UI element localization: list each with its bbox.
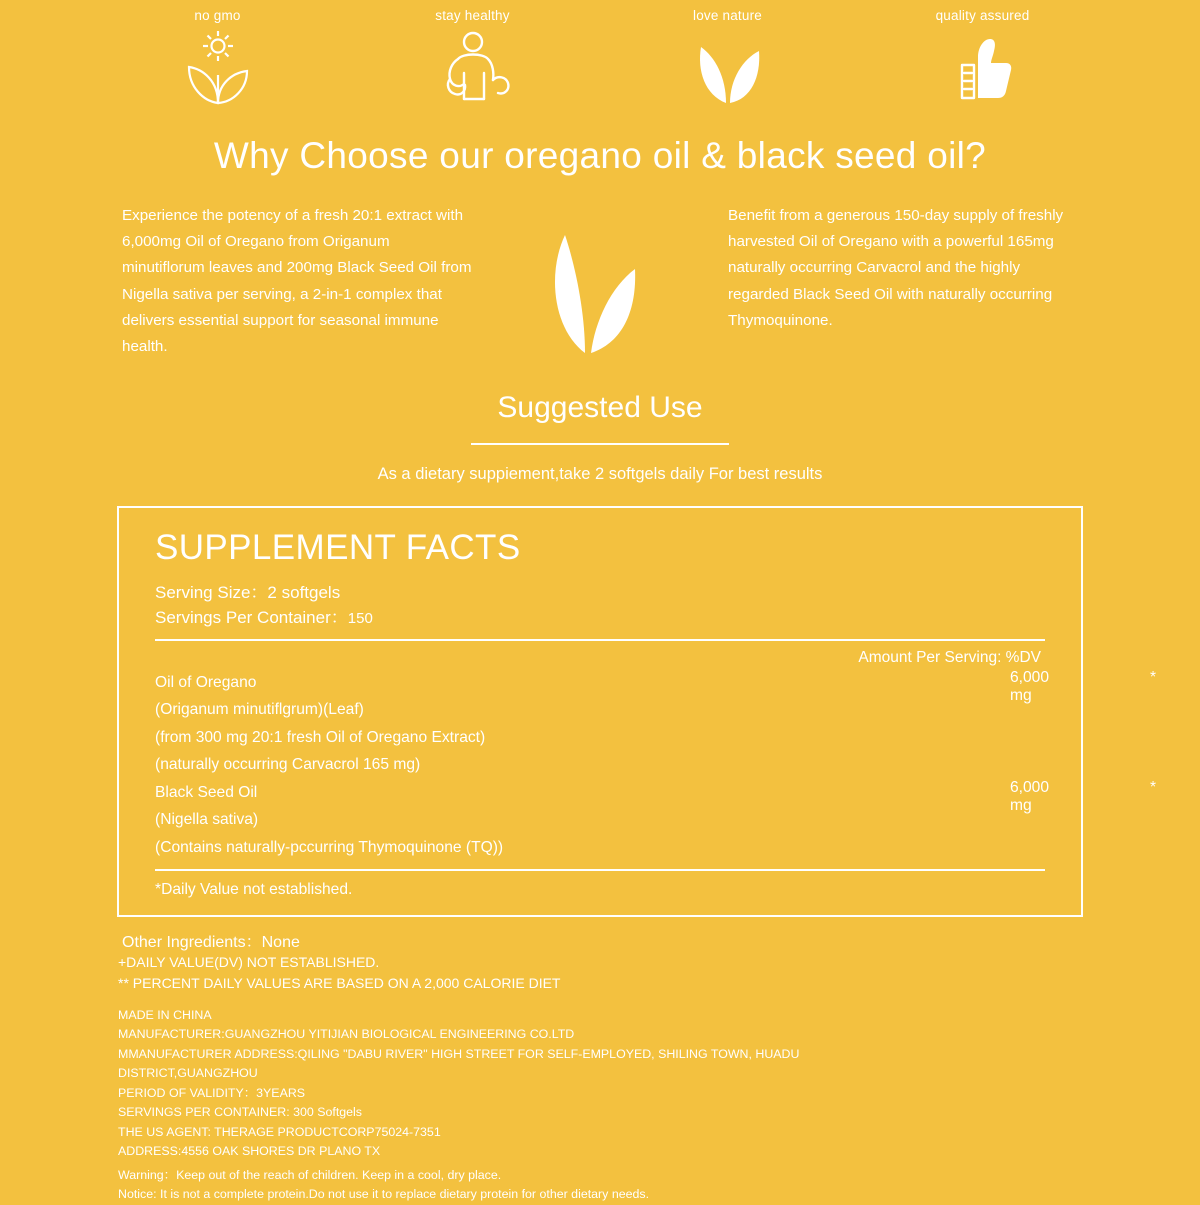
fact-amount-oregano: 6,000 mg <box>1010 668 1050 704</box>
us-agent-address: ADDRESS:4556 OAK SHORES DR PLANO TX <box>118 1144 381 1158</box>
supplement-facts-title: SUPPLEMENT FACTS <box>155 527 521 567</box>
badge-stay-healthy <box>378 8 568 105</box>
notice-text: Notice: It is not a complete protein.Do not use it to replace dietary protein for other dietary needs. <box>118 1187 650 1201</box>
servings-per-container-label: Servings Per Container： <box>155 607 348 627</box>
manufacturer-info <box>118 1006 818 1162</box>
servings-per-container-bottom: SERVINGS PER CONTAINER: 300 Softgels <box>118 1105 362 1119</box>
badge-label: love nature <box>693 8 762 23</box>
warning-text: Warning：Keep out of the reach of children. Keep in a cool, dry place. <box>118 1167 502 1182</box>
dv-note-1: +DAILY VALUE(DV) NOT ESTABLISHED. <box>118 953 380 970</box>
badge-label: no gmo <box>194 8 241 23</box>
badge-love-nature <box>633 8 823 105</box>
suggested-use-title: Suggested Use <box>497 391 703 424</box>
fact-dv-oregano: * <box>1150 668 1157 686</box>
supplement-facts-panel <box>117 506 1157 917</box>
us-agent: THE US AGENT: THERAGE PRODUCTCORP75024-7351 <box>118 1124 441 1139</box>
fact-dv-black-seed: * <box>1150 778 1157 796</box>
manufacturer-name: MANUFACTURER:GUANGZHOU YITIJIAN BIOLOGICAL ENGINEERING CO.LTD <box>118 1027 575 1041</box>
servings-per-container <box>155 605 1061 631</box>
page-title: Why Choose our oregano oil & black seed oil? <box>213 135 987 176</box>
serving-info <box>155 580 1061 631</box>
dv-note-2: ** PERCENT DAILY VALUES ARE BASED ON A 2,000 CALORIE DIET <box>118 974 561 991</box>
thumbs-up-icon <box>940 29 1026 105</box>
manufacturer-address: MMANUFACTURER ADDRESS:QILING "DABU RIVER" HIGH STREET FOR SELF-EMPLOYED, SHILING TOWN, HUADU DISTRICT,GUANGZHOU <box>118 1046 800 1080</box>
made-in: MADE IN CHINA <box>118 1007 212 1022</box>
fact-row-origanum: (Origanum minutiflgrum)(Leaf) <box>155 701 364 718</box>
facts-footnote: *Daily Value not established. <box>155 880 353 898</box>
suggested-use-divider <box>471 443 729 445</box>
badge-label: quality assured <box>935 8 1030 23</box>
intro-section <box>0 203 1200 383</box>
sun-leaf-icon <box>175 29 261 105</box>
other-ingredients: Other Ingredients：None <box>122 933 300 951</box>
badge-no-gmo <box>123 8 313 105</box>
leaves-icon <box>685 29 771 105</box>
badge-label: stay healthy <box>435 8 510 23</box>
fact-amount-black-seed: 6,000 mg <box>1010 778 1050 814</box>
servings-per-container-value: 150 <box>347 609 373 627</box>
warning-notice <box>118 1166 818 1205</box>
fact-row-thymoquinone: (Contains naturally-pccurring Thymoquinone (TQ)) <box>155 838 504 856</box>
facts-rule-bottom <box>155 869 1045 871</box>
feature-badges-row <box>0 0 1200 105</box>
fact-row-black-seed-oil: Black Seed Oil <box>155 783 258 801</box>
daily-value-notes <box>118 952 1200 994</box>
fact-row-carvacrol: (naturally occurring Carvacrol 165 mg) <box>155 756 421 773</box>
facts-rule-top <box>155 639 1045 641</box>
badge-quality-assured <box>888 8 1078 105</box>
intro-paragraph-right: Benefit from a generous 150-day supply of freshly harvested Oil of Oregano with a powerful 165mg naturally occurring Carvacrol and the highly regarded Black Seed Oil with naturally occurring Thymoquinone. <box>728 207 1064 329</box>
fact-row-extract: (from 300 mg 20:1 fresh Oil of Oregano Extract) <box>155 728 486 746</box>
suggested-use-text: As a dietary suppiement,take 2 softgels daily For best results <box>377 464 823 483</box>
muscle-person-icon <box>430 29 516 105</box>
fact-row-oil-of-oregano: Oil of Oregano <box>155 673 257 691</box>
intro-paragraph-left: Experience the potency of a fresh 20:1 extract with 6,000mg Oil of Oregano from Origanum minutiflorum leaves and 200mg Black Seed Oil from Nigella sativa per serving, a 2-in-1 complex that delivers essential support for seasonal immune health. <box>122 207 472 356</box>
amount-per-serving-header: Amount Per Serving: %DV <box>858 648 1041 666</box>
facts-rows <box>155 668 1157 862</box>
serving-size: Serving Size：2 softgels <box>155 582 341 602</box>
period-of-validity: PERIOD OF VALIDITY：3YEARS <box>118 1085 306 1100</box>
fact-row-nigella: (Nigella sativa) <box>155 811 259 828</box>
